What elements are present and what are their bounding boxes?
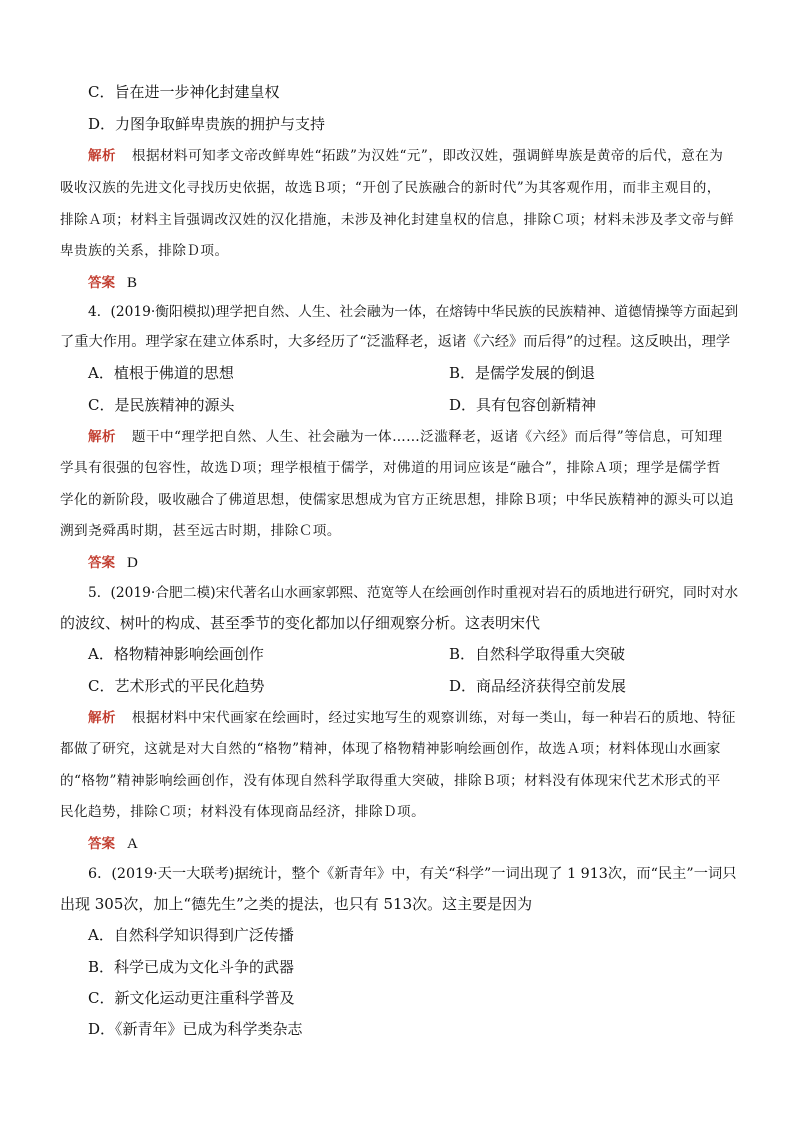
q4-stem-line: 4．(2019·衡阳模拟)理学把自然、人生、社会融为一体，在熔铸中华民族的民族精神、道德情操等方面起到 bbox=[88, 304, 739, 320]
q6-stem-line: 6．(2019·天一大联考)据统计，整个《新青年》中，有关“科学”一词出现了 1 913次，而“民主”一词只 bbox=[88, 866, 737, 882]
q5-analysis-line: 的“格物”精神影响绘画创作，没有体现自然科学取得重大突破，排除Ｂ项；材料没有体现宋代艺术形式的平 bbox=[60, 773, 721, 789]
q6-option-d: D．《新青年》已成为科学类杂志 bbox=[88, 1020, 303, 1038]
q5-stem-line: 5．(2019·合肥二模)宋代著名山水画家郭熙、范宽等人在绘画创作时重视对岩石的质地进行研究，同时对水 bbox=[88, 585, 739, 601]
analysis-label: 解析 bbox=[88, 710, 116, 726]
answer-label: 答案 bbox=[88, 275, 115, 291]
q5-analysis-line: 民化趋势，排除Ｃ项；材料没有体现商品经济，排除Ｄ项。 bbox=[60, 804, 426, 820]
answer-label: 答案 bbox=[88, 555, 115, 571]
q3-analysis-text: 根据材料可知孝文帝改鲜卑姓“拓跋”为汉姓“元”，即改汉姓，强调鲜卑族是黄帝的后代，意在为 bbox=[131, 148, 724, 164]
q5-answer bbox=[88, 833, 138, 854]
q5-option-a: A．格物精神影响绘画创作 bbox=[88, 645, 264, 663]
q4-analysis-line: 学化的新阶段，吸收融合了佛道思想，使儒家思想成为官方正统思想，排除Ｂ项；中华民族精神的源头可以追 bbox=[60, 492, 735, 508]
q4-analysis-text: 题干中“理学把自然、人生、社会融为一体……泛滥释老，返诸《六经》而后得”等信息，可知理 bbox=[131, 429, 723, 445]
q4-option-d: D．具有包容创新精神 bbox=[449, 396, 597, 414]
q4-stem-line: 了重大作用。理学家在建立体系时，大多经历了“泛滥释老，返诸《六经》而后得”的过程。这反映出，理学 bbox=[60, 334, 731, 350]
q4-answer bbox=[88, 552, 138, 573]
q6-option-b: B．科学已成为文化斗争的武器 bbox=[88, 958, 295, 976]
q3-answer bbox=[88, 272, 137, 293]
q5-option-b: B．自然科学取得重大突破 bbox=[449, 645, 626, 663]
q4-analysis-line: 溯到尧舜禹时期，甚至远古时期，排除Ｃ项。 bbox=[60, 523, 341, 539]
answer-value: D bbox=[127, 555, 138, 571]
q5-option-c: C．艺术形式的平民化趋势 bbox=[88, 677, 265, 695]
q5-option-d: D．商品经济获得空前发展 bbox=[449, 677, 627, 695]
answer-value: B bbox=[127, 275, 138, 291]
q3-analysis-line: 卑贵族的关系，排除Ｄ项。 bbox=[60, 243, 229, 259]
q4-option-c: C．是民族精神的源头 bbox=[88, 396, 235, 414]
q3-analysis-line: 吸收汉族的先进文化寻找历史依据，故选Ｂ项；“开创了民族融合的新时代”为其客观作用，而非主观目的， bbox=[60, 180, 721, 196]
q3-option-c: C．旨在进一步神化封建皇权 bbox=[88, 83, 280, 101]
q4-option-a: A．植根于佛道的思想 bbox=[88, 364, 234, 382]
answer-label: 答案 bbox=[88, 836, 115, 852]
analysis-label: 解析 bbox=[88, 148, 116, 164]
q5-stem-line: 的波纹、树叶的构成、甚至季节的变化都加以仔细观察分析。这表明宋代 bbox=[60, 614, 541, 632]
q5-analysis-text: 根据材料中宋代画家在绘画时，经过实地写生的观察训练，对每一类山，每一种岩石的质地、特征 bbox=[131, 710, 736, 726]
q6-stem-line: 出现 305次，加上“德先生”之类的提法，也只有 513次。这主要是因为 bbox=[60, 895, 533, 913]
q3-option-d: D．力图争取鲜卑贵族的拥护与支持 bbox=[88, 115, 326, 133]
q4-analysis-line bbox=[60, 427, 723, 447]
q6-option-c: C．新文化运动更注重科学普及 bbox=[88, 989, 295, 1007]
answer-value: A bbox=[127, 836, 138, 852]
q3-analysis-line: 排除Ａ项；材料主旨强调改汉姓的汉化措施，未涉及神化封建皇权的信息，排除Ｃ项；材料未涉及孝文帝与鲜 bbox=[60, 212, 735, 228]
q4-option-b: B．是儒学发展的倒退 bbox=[449, 364, 596, 382]
q3-analysis-line bbox=[60, 146, 723, 166]
q5-analysis-line bbox=[60, 708, 736, 728]
q5-analysis-line: 都做了研究，这就是对大自然的“格物”精神，体现了格物精神影响绘画创作，故选Ａ项；材料体现山水画家 bbox=[60, 741, 721, 757]
q6-option-a: A．自然科学知识得到广泛传播 bbox=[88, 926, 294, 944]
analysis-label: 解析 bbox=[88, 429, 116, 445]
q4-analysis-line: 学具有很强的包容性，故选Ｄ项；理学根植于儒学，对佛道的用词应该是“融合”，排除Ａ项；理学是儒学哲 bbox=[60, 460, 721, 476]
